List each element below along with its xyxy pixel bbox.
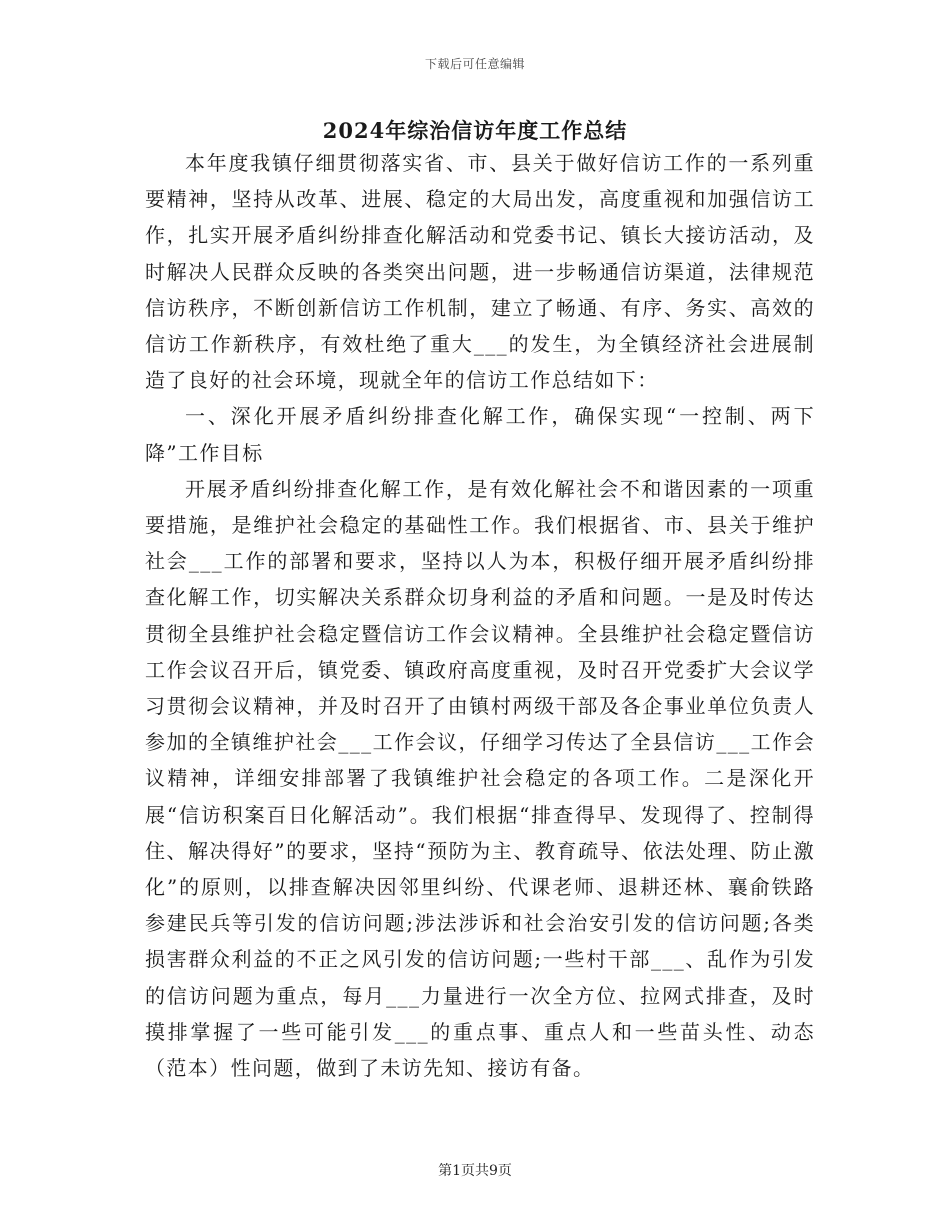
page-number: 第1页共9页 — [438, 1163, 512, 1179]
document-title: 2024年综治信访年度工作总结 — [322, 118, 628, 143]
paragraph-intro: 本年度我镇仔细贯彻落实省、市、县关于做好信访工作的一系列重要精神，坚持从改革、进展、稳定的大局出发，高度重视和加强信访工作，扎实开展矛盾纠纷排查化解活动和党委书记、镇长大接访活动，及时解决人民群众反映的各类突出问题，进一步畅通信访渠道，法律规范信访秩序，不断创新信访工作机制，建立了畅通、有序、务实、高效的信访工作新秩序，有效杜绝了重大___的发生，为全镇经济社会进展制造了良好的社会环境，现就全年的信访工作总结如下： — [145, 151, 815, 393]
paragraph-section-body: 开展矛盾纠纷排查化解工作，是有效化解社会不和谐因素的一项重要措施，是维护社会稳定的基础性工作。我们根据省、市、县关于维护社会___工作的部署和要求，坚持以人为本，积极仔细开展矛盾纠纷排查化解工作，切实解决关系群众切身利益的矛盾和问题。一是及时传达贯彻全县维护社会稳定暨信访工作会议精神。全县维护社会稳定暨信访工作会议召开后，镇党委、镇政府高度重视，及时召开党委扩大会议学习贯彻会议精神，并及时召开了由镇村两级干部及各企事业单位负责人参加的全镇维护社会___工作会议，仔细学习传达了全县信访___工作会议精神，详细安排部署了我镇维护社会稳定的各项工作。二是深化开展“信访积案百日化解活动”。我们根据“排查得早、发现得了、控制得住、解决得好”的要求，坚持“预防为主、教育疏导、依法处理、防止激化”的原则，以排查解决因邻里纠纷、代课老师、退耕还林、襄俞铁路参建民兵等引发的信访问题;涉法涉诉和社会治安引发的信访问题;各类损害群众利益的不正之风引发的信访问题;一些村干部___、乱作为引发的信访问题为重点，每月___力量进行一次全方位、拉网式排查，及时摸排掌握了一些可能引发___的重点事、重点人和一些苗头性、动态（范本）性问题，做到了未访先知、接访有备。 — [145, 476, 815, 1081]
paragraph-section-heading: 一、深化开展矛盾纠纷排查化解工作，确保实现“一控制、两下降”工作目标 — [145, 404, 815, 465]
document-body — [145, 145, 815, 1086]
header-note: 下载后可任意编辑 — [424, 57, 525, 71]
